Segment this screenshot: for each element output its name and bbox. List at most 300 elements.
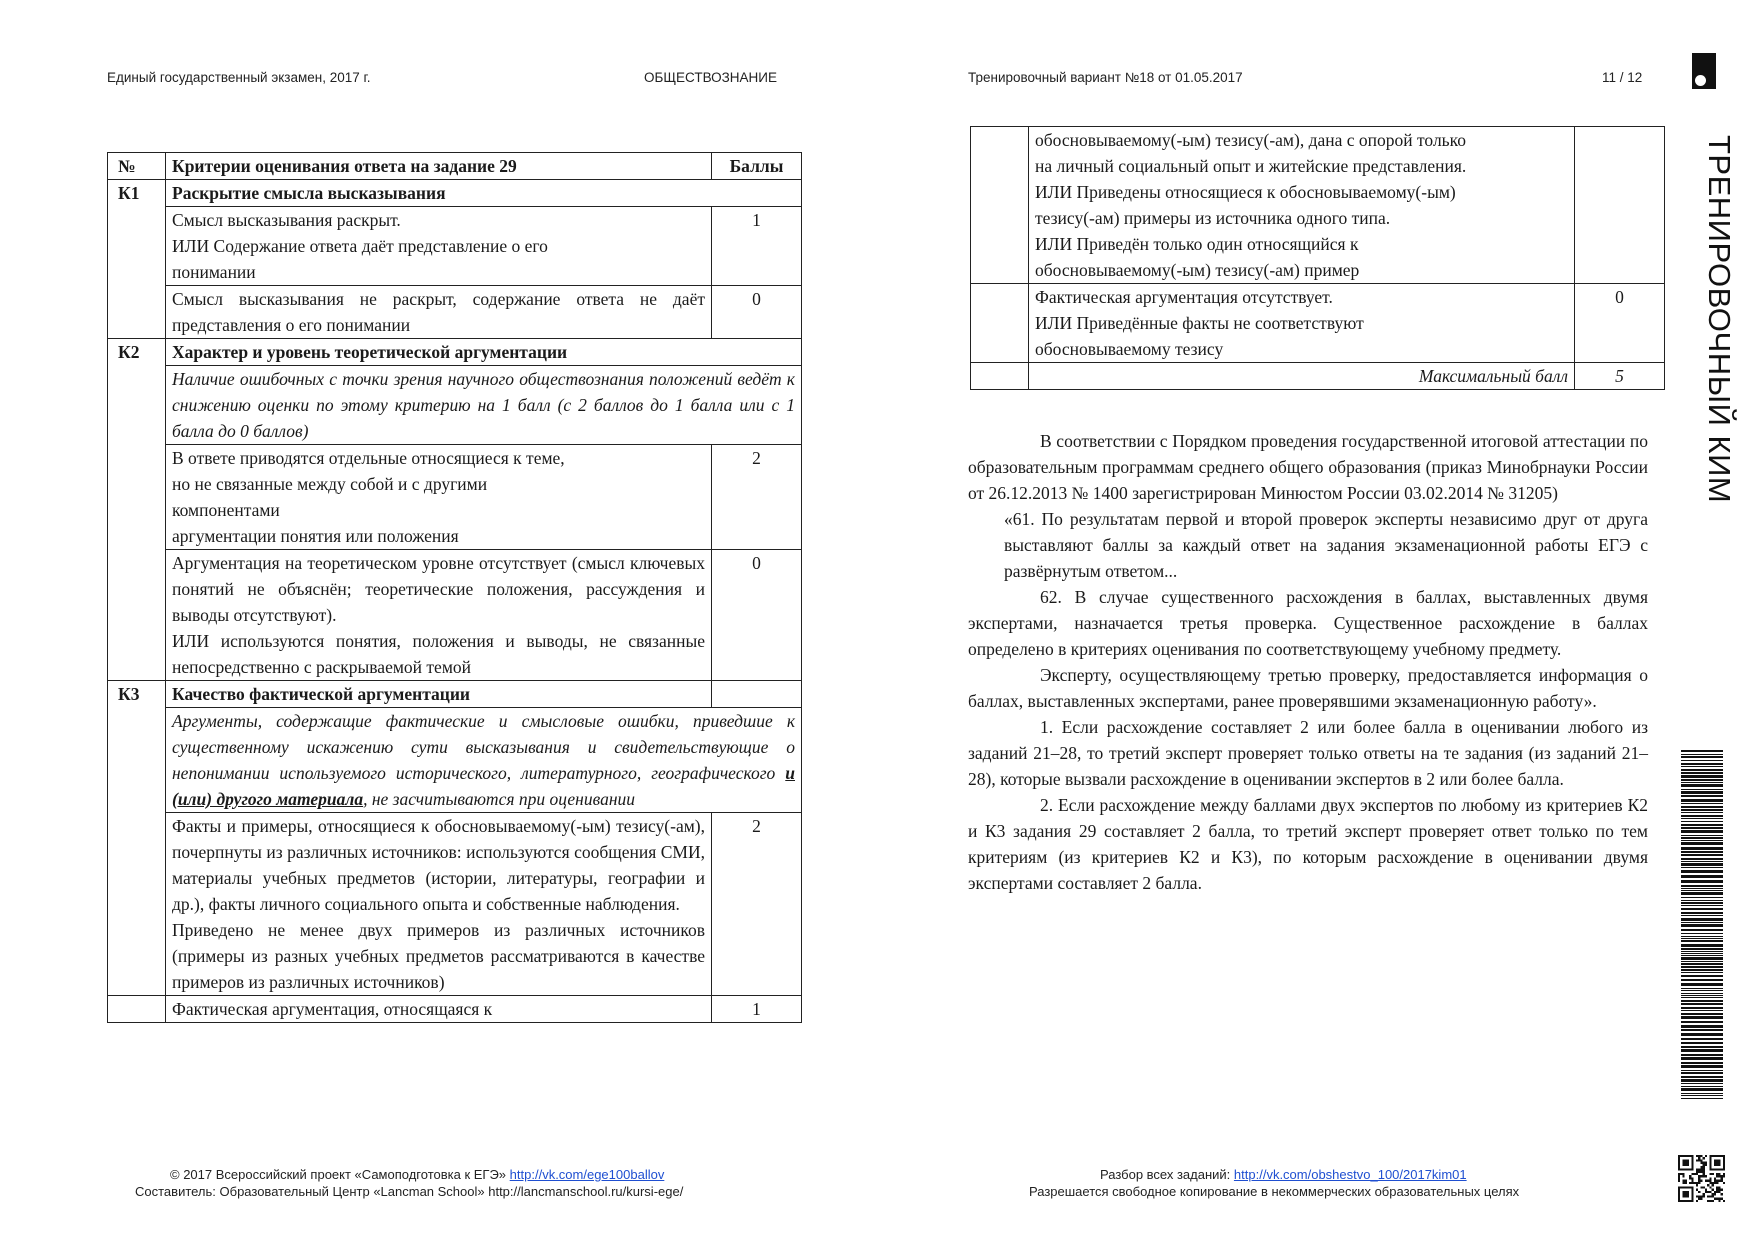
barcode-bar xyxy=(1681,1062,1723,1064)
qr-module xyxy=(1689,1155,1691,1157)
qr-module xyxy=(1718,1173,1720,1175)
qr-module xyxy=(1685,1159,1687,1161)
footer-author-line: Составитель: Образовательный Центр «Lancman School» http://lancmanschool.ru/kursi-ege/ xyxy=(135,1184,684,1199)
k1-criterion-1 xyxy=(166,207,712,286)
qr-module xyxy=(1678,1168,1680,1170)
k3-criterion-1 xyxy=(166,813,712,996)
qr-module xyxy=(1709,1182,1711,1184)
barcode-bar xyxy=(1681,809,1723,811)
qr-module xyxy=(1723,1166,1725,1168)
qr-module xyxy=(1678,1159,1680,1161)
k3-note-underlined: и (или) другого материала xyxy=(172,763,795,809)
table-row xyxy=(971,127,1665,284)
barcode-bar xyxy=(1681,750,1723,752)
qr-module xyxy=(1718,1200,1720,1202)
qr-module xyxy=(1716,1175,1718,1177)
qr-module xyxy=(1698,1171,1700,1173)
qr-module xyxy=(1685,1182,1687,1184)
qr-module xyxy=(1680,1186,1682,1188)
qr-module xyxy=(1714,1198,1716,1200)
qr-module xyxy=(1696,1171,1698,1173)
qr-module xyxy=(1685,1193,1687,1195)
qr-module xyxy=(1687,1168,1689,1170)
qr-module xyxy=(1694,1173,1696,1175)
barcode-bar xyxy=(1681,963,1723,965)
barcode-bar xyxy=(1681,854,1723,856)
qr-module xyxy=(1716,1173,1718,1175)
qr-module xyxy=(1718,1186,1720,1188)
qr-module xyxy=(1696,1173,1698,1175)
qr-module xyxy=(1682,1175,1684,1177)
barcode-bar xyxy=(1681,924,1723,927)
qr-module xyxy=(1709,1155,1711,1157)
k2-header-row xyxy=(108,339,802,366)
barcode-bar xyxy=(1681,815,1723,817)
paragraph-1: В соответствии с Порядком проведения государственной итоговой аттестации по образовательным программам среднего общего образования (приказ Минобрнауки России от 26.12.2013 № 1400 зарегистрирован Минюстом России 03.02.2014 № 31205) xyxy=(968,431,1648,503)
qr-module xyxy=(1691,1180,1693,1182)
qr-module xyxy=(1705,1162,1707,1164)
qr-module xyxy=(1678,1173,1680,1175)
qr-module xyxy=(1698,1175,1700,1177)
barcode-bar xyxy=(1681,957,1723,960)
qr-module xyxy=(1678,1180,1680,1182)
qr-module xyxy=(1718,1164,1720,1166)
barcode-bar xyxy=(1681,912,1723,914)
qr-module xyxy=(1716,1182,1718,1184)
barcode-bar xyxy=(1681,1098,1723,1099)
qr-module xyxy=(1716,1180,1718,1182)
qr-module xyxy=(1682,1180,1684,1182)
qr-module xyxy=(1698,1182,1700,1184)
barcode-bar xyxy=(1681,995,1723,996)
k2-score-1: 2 xyxy=(712,445,802,550)
cont-line1: обосновываемому(-ым) тезису(-ам), дана с опорой только xyxy=(1035,130,1467,150)
table-row xyxy=(108,550,802,681)
barcode-bar xyxy=(1681,791,1723,794)
qr-module xyxy=(1703,1186,1705,1188)
qr-module xyxy=(1687,1200,1689,1202)
k1-r1-line1: Смысл высказывания раскрыт. xyxy=(172,210,401,230)
k1-score-2: 0 xyxy=(712,286,802,339)
qr-module xyxy=(1696,1184,1698,1186)
k2-r1-line2: но не связанные между собой и с другими xyxy=(172,474,488,494)
barcode-bar xyxy=(1681,948,1723,950)
qr-module xyxy=(1698,1157,1700,1159)
k3-score-1: 2 xyxy=(712,813,802,996)
cont-line3: ИЛИ Приведены относящиеся к обосновываемому(-ым) xyxy=(1035,182,1456,202)
qr-module xyxy=(1678,1162,1680,1164)
barcode-bar xyxy=(1681,997,1723,998)
qr-module xyxy=(1678,1189,1680,1191)
side-label xyxy=(1702,135,1737,535)
qr-module xyxy=(1721,1177,1723,1179)
k1-r1-line3: понимании xyxy=(172,262,256,282)
barcode-bar xyxy=(1681,955,1723,956)
qr-module xyxy=(1709,1191,1711,1193)
qr-module xyxy=(1700,1168,1702,1170)
barcode-bar xyxy=(1681,933,1723,934)
qr-module xyxy=(1721,1175,1723,1177)
barcode-bar xyxy=(1681,969,1723,971)
qr-module xyxy=(1700,1171,1702,1173)
qr-module xyxy=(1709,1200,1711,1202)
barcode-bar xyxy=(1681,1010,1723,1011)
qr-module xyxy=(1714,1164,1716,1166)
barcode-bar xyxy=(1681,1033,1723,1036)
barcode-bar xyxy=(1681,908,1723,910)
barcode-bar xyxy=(1681,983,1723,986)
qr-module xyxy=(1714,1180,1716,1182)
qr-module xyxy=(1682,1162,1684,1164)
qr-module xyxy=(1716,1198,1718,1200)
qr-module xyxy=(1716,1164,1718,1166)
header-page-number: 11 / 12 xyxy=(1602,70,1643,85)
barcode-bar xyxy=(1681,1046,1723,1048)
barcode-bar xyxy=(1681,993,1723,994)
barcode-bar xyxy=(1681,812,1723,813)
barcode-bar xyxy=(1681,1076,1723,1078)
qr-module xyxy=(1703,1173,1705,1175)
barcode-bar xyxy=(1681,775,1723,778)
qr-module xyxy=(1691,1186,1693,1188)
qr-module xyxy=(1689,1168,1691,1170)
qr-module xyxy=(1716,1191,1718,1193)
criteria-table xyxy=(107,152,802,1023)
max-score-label: Максимальный балл xyxy=(1029,363,1575,390)
barcode-bar xyxy=(1681,1072,1723,1074)
qr-module xyxy=(1714,1155,1716,1157)
cont-line4: тезису(-ам) примеры из источника одного типа. xyxy=(1035,208,1391,228)
barcode-bar xyxy=(1681,1016,1723,1019)
barcode-bar xyxy=(1681,940,1723,942)
qr-module xyxy=(1689,1186,1691,1188)
qr-module xyxy=(1696,1182,1698,1184)
qr-module xyxy=(1685,1195,1687,1197)
cont-line6: обосновываемому(-ым) тезису(-ам) пример xyxy=(1035,260,1360,280)
table-row xyxy=(971,284,1665,363)
barcode-bar xyxy=(1681,1000,1723,1002)
barcode-bar xyxy=(1681,936,1723,937)
barcode-bar xyxy=(1681,827,1723,829)
barcode-bar xyxy=(1681,1042,1723,1044)
qr-module xyxy=(1718,1198,1720,1200)
qr-module xyxy=(1709,1168,1711,1170)
r0-line2: ИЛИ Приведённые факты не соответствуют xyxy=(1035,313,1364,333)
qr-module xyxy=(1705,1180,1707,1182)
qr-module xyxy=(1682,1168,1684,1170)
barcode-bar xyxy=(1681,902,1723,904)
footer-analysis-line xyxy=(1100,1167,1467,1182)
qr-module xyxy=(1714,1177,1716,1179)
barcode-bar xyxy=(1681,863,1723,866)
barcode-bar xyxy=(1681,900,1723,901)
qr-module xyxy=(1685,1186,1687,1188)
footer-analysis-link[interactable]: http://vk.com/obshestvo_100/2017kim01 xyxy=(1233,1167,1467,1182)
qr-module xyxy=(1680,1168,1682,1170)
qr-module xyxy=(1700,1186,1702,1188)
qr-module xyxy=(1723,1200,1725,1202)
qr-module xyxy=(1680,1155,1682,1157)
qr-module xyxy=(1700,1155,1702,1157)
qr-module xyxy=(1709,1195,1711,1197)
k1-r1-line2: ИЛИ Содержание ответа даёт представление о его xyxy=(172,236,548,256)
barcode-bar xyxy=(1681,763,1723,765)
qr-module xyxy=(1721,1198,1723,1200)
barcode-bar xyxy=(1681,1086,1723,1087)
barcode-bar xyxy=(1681,1093,1723,1094)
qr-module xyxy=(1707,1195,1709,1197)
qr-module xyxy=(1703,1168,1705,1170)
k3-criterion-3 xyxy=(1029,284,1575,363)
qr-module xyxy=(1707,1191,1709,1193)
qr-module xyxy=(1723,1162,1725,1164)
k2-title: Характер и уровень теоретической аргументации xyxy=(166,339,802,366)
qr-module xyxy=(1685,1200,1687,1202)
k3-criterion-2-start: Фактическая аргументация, относящаяся к xyxy=(166,996,712,1023)
barcode-bar xyxy=(1681,1049,1723,1052)
header-variant: Тренировочный вариант №18 от 01.05.2017 xyxy=(968,70,1243,85)
qr-code-icon xyxy=(1678,1155,1725,1202)
qr-module xyxy=(1718,1180,1720,1182)
qr-module xyxy=(1698,1177,1700,1179)
qr-module xyxy=(1685,1168,1687,1170)
k3-code-span xyxy=(108,708,166,996)
qr-module xyxy=(1696,1195,1698,1197)
qr-module xyxy=(1700,1180,1702,1182)
barcode-bar xyxy=(1681,870,1723,873)
qr-module xyxy=(1716,1186,1718,1188)
qr-module xyxy=(1703,1193,1705,1195)
qr-module xyxy=(1703,1175,1705,1177)
qr-module xyxy=(1723,1173,1725,1175)
barcode-bar xyxy=(1681,890,1723,891)
qr-module xyxy=(1691,1200,1693,1202)
col-criteria-header: Критерии оценивания ответа на задание 29 xyxy=(166,153,712,180)
qr-module xyxy=(1714,1162,1716,1164)
qr-module xyxy=(1718,1162,1720,1164)
qr-module xyxy=(1691,1166,1693,1168)
qr-module xyxy=(1698,1180,1700,1182)
qr-module xyxy=(1709,1162,1711,1164)
barcode-bar xyxy=(1681,756,1723,758)
table-row xyxy=(108,445,802,550)
k1-header-row xyxy=(108,180,802,207)
barcode-bar xyxy=(1681,918,1723,921)
barcode-bar xyxy=(1681,1095,1723,1096)
barcode-bar xyxy=(1681,754,1723,755)
qr-module xyxy=(1682,1200,1684,1202)
qr-module xyxy=(1698,1191,1700,1193)
qr-module xyxy=(1691,1168,1693,1170)
footer-project-link[interactable]: http://vk.com/ege100ballov xyxy=(509,1167,665,1182)
qr-module xyxy=(1700,1159,1702,1161)
footer-project-text: © 2017 Всероссийский проект «Самоподготовка к ЕГЭ» xyxy=(170,1167,507,1182)
barcode-bar xyxy=(1681,972,1723,973)
barcode-bar xyxy=(1681,840,1723,841)
barcode-bar xyxy=(1681,766,1723,767)
qr-module xyxy=(1689,1200,1691,1202)
qr-module xyxy=(1685,1191,1687,1193)
barcode-bar xyxy=(1681,1029,1723,1031)
barcode-bar xyxy=(1681,858,1723,860)
table-row xyxy=(108,996,802,1023)
qr-module xyxy=(1721,1168,1723,1170)
barcode-bar xyxy=(1681,821,1723,822)
qr-module xyxy=(1705,1155,1707,1157)
side-label-text: ТРЕНИРОВОЧНЫЙ КИМ xyxy=(1702,135,1737,504)
qr-module xyxy=(1691,1164,1693,1166)
col-points-header: Баллы xyxy=(712,153,802,180)
qr-module xyxy=(1705,1175,1707,1177)
qr-module xyxy=(1714,1159,1716,1161)
qr-module xyxy=(1682,1191,1684,1193)
qr-module xyxy=(1691,1157,1693,1159)
qr-module xyxy=(1678,1177,1680,1179)
qr-module xyxy=(1700,1175,1702,1177)
qr-module xyxy=(1703,1195,1705,1197)
table-row xyxy=(108,286,802,339)
qr-module xyxy=(1687,1186,1689,1188)
r0-line3: обосновываемому тезису xyxy=(1035,339,1224,359)
qr-module xyxy=(1705,1189,1707,1191)
barcode-bar xyxy=(1681,1057,1723,1060)
qr-module xyxy=(1703,1171,1705,1173)
k1-code: К1 xyxy=(108,180,166,339)
barcode-bar xyxy=(1681,1021,1723,1023)
table-row xyxy=(108,207,802,286)
paragraph-4: Эксперту, осуществляющему третью проверку, предоставляется информация о баллах, выставленных экспертами, ранее проверявшими экзаменационную работу». xyxy=(968,665,1648,711)
k3-note-part-a: Аргументы, содержащие фактические и смысловые ошибки, приведшие к существенному искажению сути высказывания и свидетельствующие о непонимании используемого исторического, литературного, географического xyxy=(172,711,795,783)
barcode-bar xyxy=(1681,835,1723,836)
qr-module xyxy=(1714,1168,1716,1170)
qr-module xyxy=(1714,1191,1716,1193)
qr-module xyxy=(1687,1162,1689,1164)
header-exam-title: Единый государственный экзамен, 2017 г. xyxy=(107,70,371,85)
barcode-bar xyxy=(1681,944,1723,947)
barcode-bar xyxy=(1681,830,1723,833)
r0-line1: Фактическая аргументация отсутствует. xyxy=(1035,287,1333,307)
qr-module xyxy=(1705,1164,1707,1166)
barcode-bar xyxy=(1681,803,1723,804)
barcode-bar xyxy=(1681,1088,1723,1091)
qr-module xyxy=(1680,1200,1682,1202)
qr-module xyxy=(1691,1182,1693,1184)
barcode-bar xyxy=(1681,818,1723,819)
k1-title: Раскрытие смысла высказывания xyxy=(166,180,802,207)
qr-module xyxy=(1709,1166,1711,1168)
qr-module xyxy=(1687,1191,1689,1193)
barcode-bar xyxy=(1681,979,1723,981)
barcode-bar xyxy=(1681,938,1723,939)
barcode-bar xyxy=(1681,922,1723,923)
barcode-bar xyxy=(1681,951,1723,952)
barcode-bar xyxy=(1681,1070,1723,1071)
criteria-table-continued xyxy=(970,126,1665,390)
cont-score-cell xyxy=(1575,127,1665,284)
barcode-bar xyxy=(1681,867,1723,868)
qr-module xyxy=(1716,1168,1718,1170)
barcode-bar xyxy=(1681,988,1723,989)
qr-module xyxy=(1687,1155,1689,1157)
max-num-cell xyxy=(971,363,1029,390)
qr-module xyxy=(1696,1168,1698,1170)
barcode-bar xyxy=(1681,851,1723,853)
paragraph-5: 1. Если расхождение составляет 2 или более балла в оценивании любого из заданий 21–28, то третий эксперт проверяет только ответы на те задания (из заданий 21–28), которые вызвали расхождение в оценивании экспертов в 2 или более балла. xyxy=(968,717,1648,789)
qr-module xyxy=(1718,1175,1720,1177)
k3-code: К3 xyxy=(108,681,166,708)
qr-module xyxy=(1696,1200,1698,1202)
qr-module xyxy=(1718,1189,1720,1191)
paragraph-6: 2. Если расхождение между баллами двух экспертов по любому из критериев К2 и К3 задания 29 составляет 2 балла, то третий эксперт проверяет ответ только по тем критериям (из критериев К2 и К3), по которым расхождение в оценивании двумя экспертами составляет 2 балла. xyxy=(968,795,1648,893)
barcode-bar xyxy=(1681,875,1723,878)
qr-module xyxy=(1723,1164,1725,1166)
table-header-row xyxy=(108,153,802,180)
barcode-bar xyxy=(1681,1079,1723,1082)
qr-module xyxy=(1682,1155,1684,1157)
qr-module xyxy=(1691,1191,1693,1193)
qr-module xyxy=(1691,1159,1693,1161)
qr-module xyxy=(1687,1195,1689,1197)
qr-module xyxy=(1714,1193,1716,1195)
qr-module xyxy=(1685,1180,1687,1182)
qr-module xyxy=(1709,1159,1711,1161)
qr-module xyxy=(1678,1191,1680,1193)
qr-module xyxy=(1678,1166,1680,1168)
qr-module xyxy=(1723,1159,1725,1161)
qr-module xyxy=(1721,1155,1723,1157)
cont-line5: ИЛИ Приведён только один относящийся к xyxy=(1035,234,1359,254)
barcode-bar xyxy=(1681,915,1723,916)
qr-module xyxy=(1687,1193,1689,1195)
qr-module xyxy=(1707,1184,1709,1186)
table-row xyxy=(108,366,802,445)
k3-note-part-b: , не засчитываются при оценивании xyxy=(363,789,636,809)
qr-module xyxy=(1691,1155,1693,1157)
k1-criterion-2: Смысл высказывания не раскрыт, содержание ответа не даёт представления о его понимании xyxy=(166,286,712,339)
barcode-bar xyxy=(1681,897,1723,898)
qr-module xyxy=(1696,1189,1698,1191)
qr-module xyxy=(1678,1193,1680,1195)
k3-criterion-2-continued xyxy=(1029,127,1575,284)
qr-module xyxy=(1712,1189,1714,1191)
max-score-row xyxy=(971,363,1665,390)
barcode-icon xyxy=(1681,750,1723,1100)
qr-module xyxy=(1707,1200,1709,1202)
qr-module xyxy=(1709,1186,1711,1188)
qr-module xyxy=(1723,1182,1725,1184)
qr-module xyxy=(1700,1195,1702,1197)
regulation-text xyxy=(968,428,1648,896)
header-subject: ОБЩЕСТВОЗНАНИЕ xyxy=(644,70,777,85)
qr-module xyxy=(1712,1173,1714,1175)
qr-module xyxy=(1689,1175,1691,1177)
k3-note xyxy=(166,708,802,813)
barcode-bar xyxy=(1681,760,1723,761)
barcode-bar xyxy=(1681,1038,1723,1040)
k2-code: К2 xyxy=(108,339,166,681)
barcode-bar xyxy=(1681,799,1723,802)
qr-module xyxy=(1687,1159,1689,1161)
qr-module xyxy=(1682,1164,1684,1166)
k3-title: Качество фактической аргументации xyxy=(166,681,712,708)
qr-module xyxy=(1682,1186,1684,1188)
qr-module xyxy=(1691,1177,1693,1179)
footer-analysis-text: Разбор всех заданий: xyxy=(1100,1167,1231,1182)
barcode-bar xyxy=(1681,1065,1723,1068)
qr-module xyxy=(1705,1191,1707,1193)
qr-module xyxy=(1698,1155,1700,1157)
qr-module xyxy=(1691,1173,1693,1175)
